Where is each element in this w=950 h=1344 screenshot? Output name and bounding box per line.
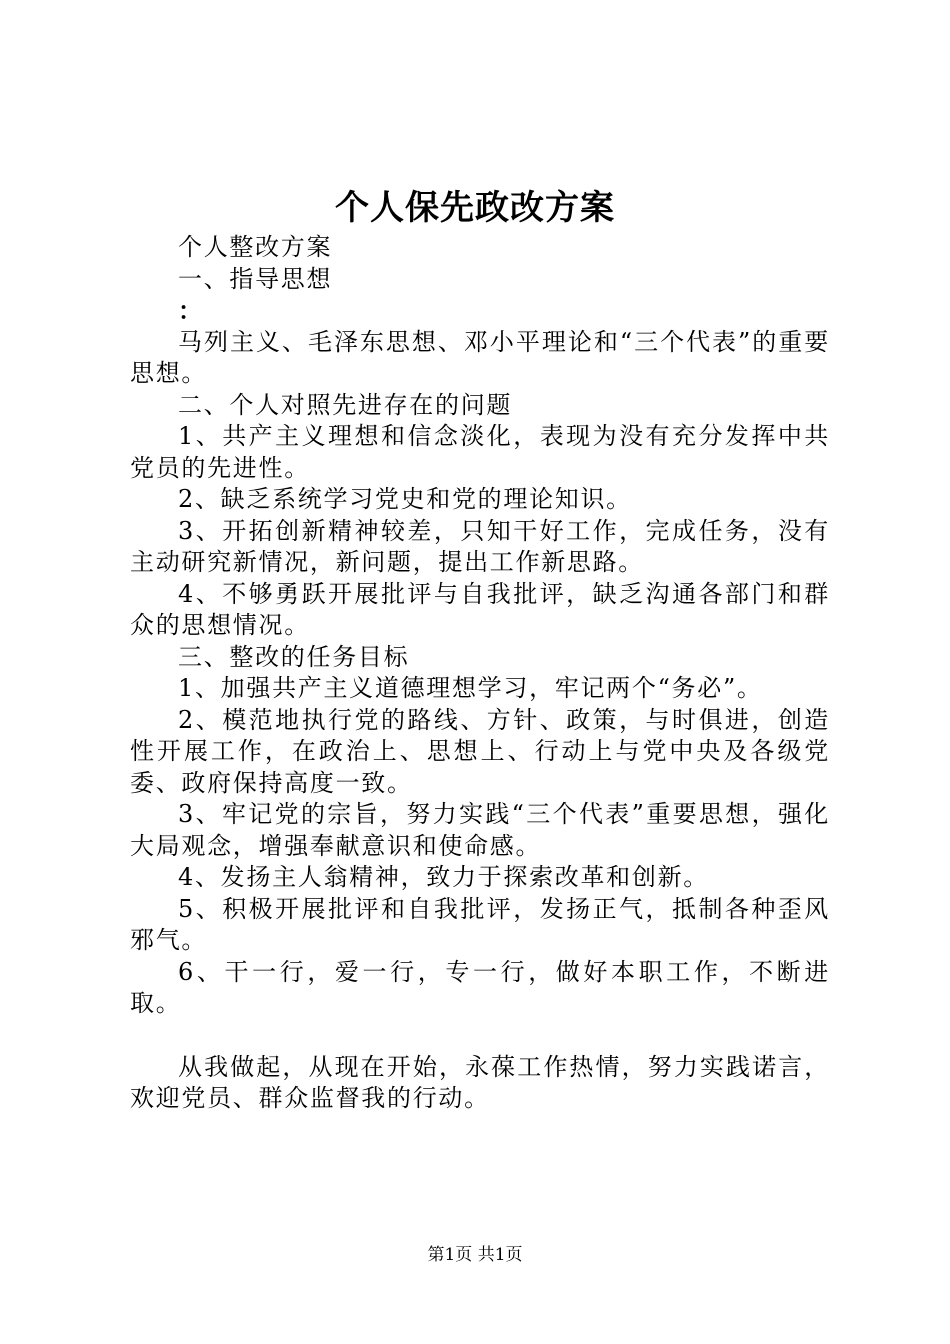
problem-item-2: 2、缺乏系统学习党史和党的理论知识。 (178, 485, 632, 513)
document-body (130, 232, 830, 1115)
goal-item-6: 6、干一行，爱一行，专一行，做好本职工作，不断进取。 (130, 957, 830, 1017)
paragraph-spacer (130, 1020, 830, 1052)
problem-item-3: 3、开拓创新精神较差，只知干好工作，完成任务，没有主动研究新情况，新问题，提出工作新思路。 (130, 516, 830, 576)
problem-item-4: 4、不够勇跃开展批评与自我批评，缺乏沟通各部门和群众的思想情况。 (130, 579, 830, 639)
goal-item-1: 1、加强共产主义道德理想学习，牢记两个“务必”。 (178, 674, 763, 702)
problem-item-1: 1、共产主义理想和信念淡化，表现为没有充分发挥中共党员的先进性。 (130, 422, 830, 482)
paragraph-guiding-thought: 马列主义、毛泽东思想、邓小平理论和“三个代表”的重要思想。 (130, 327, 830, 387)
paragraph-colon: ： (178, 296, 204, 325)
goal-item-5: 5、积极开展批评和自我批评，发扬正气，抵制各种歪风邪气。 (130, 894, 830, 954)
page-footer: 第1页 共1页 (427, 1245, 523, 1265)
goal-item-4: 4、发扬主人翁精神，致力于探索改革和创新。 (178, 863, 709, 891)
goal-item-2: 2、模范地执行党的路线、方针、政策，与时俱进，创造性开展工作，在政治上、思想上、行动上与党中央及各级党委、政府保持高度一致。 (130, 705, 830, 797)
paragraph-plan-heading: 个人整改方案 (178, 233, 333, 261)
goal-item-3: 3、牢记党的宗旨，努力实践“三个代表”重要思想，强化大局观念，增强奉献意识和使命感。 (130, 800, 830, 860)
section-heading-guiding-thought: 一、指导思想 (178, 264, 333, 293)
document-title: 个人保先政改方案 (335, 188, 615, 228)
section-heading-problems: 二、个人对照先进存在的问题 (178, 390, 513, 419)
closing-paragraph: 从我做起，从现在开始，永葆工作热情，努力实践诺言，欢迎党员、群众监督我的行动。 (130, 1052, 830, 1112)
section-heading-goals: 三、整改的任务目标 (178, 642, 410, 671)
